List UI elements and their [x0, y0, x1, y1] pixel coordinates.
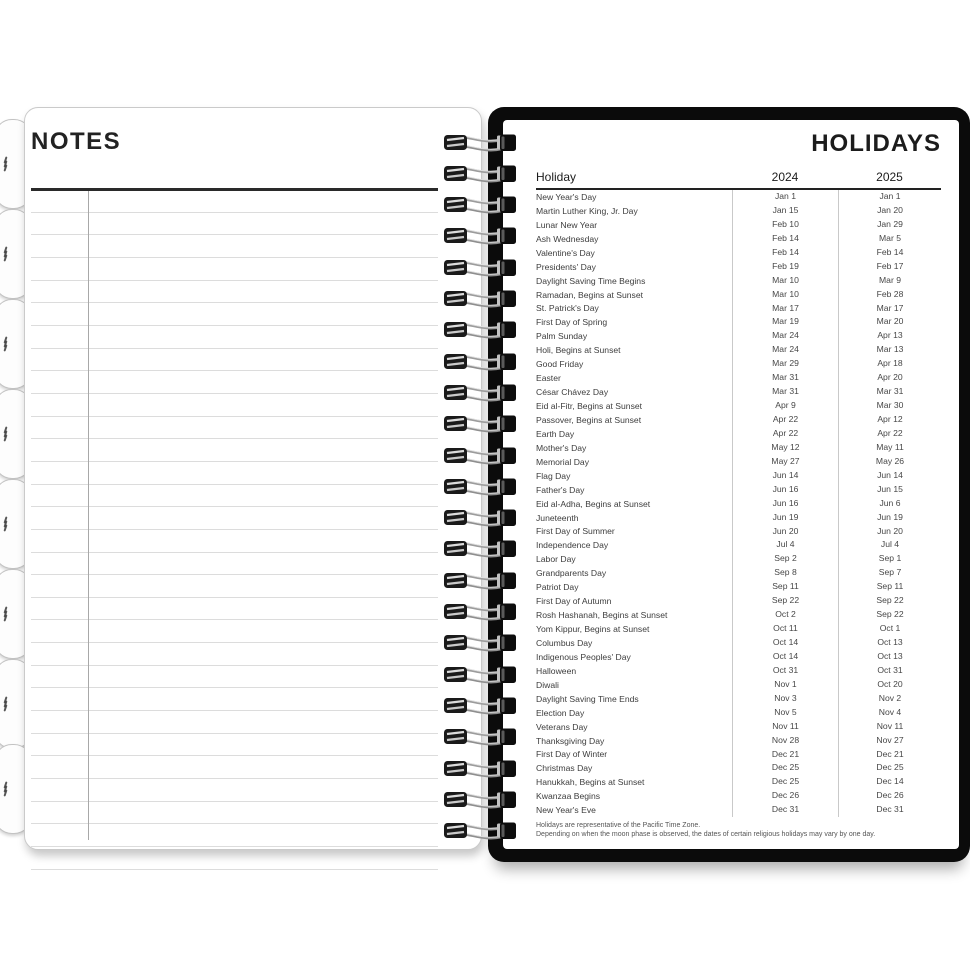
holiday-date: Mar 9	[838, 274, 941, 288]
holiday-date: Jan 29	[838, 218, 941, 232]
holiday-name: Earth Day	[536, 428, 575, 439]
table-row	[536, 343, 941, 357]
binding-loop	[442, 662, 518, 689]
holiday-date: Nov 5	[732, 706, 838, 720]
holiday-date: Jun 14	[838, 469, 941, 483]
ruled-line	[31, 756, 438, 779]
holiday-table	[536, 170, 941, 839]
column-header-holiday: Holiday	[536, 170, 577, 184]
binding-loop	[442, 536, 518, 563]
table-row	[536, 803, 941, 817]
ruled-line	[31, 235, 438, 258]
tab-print	[2, 157, 9, 171]
table-row	[536, 511, 941, 525]
binding-loop	[442, 380, 518, 407]
tab-print	[2, 782, 9, 796]
holiday-date: Oct 14	[732, 636, 838, 650]
table-row	[536, 497, 941, 511]
table-row	[536, 552, 941, 566]
holiday-date: Oct 20	[838, 678, 941, 692]
holiday-date: Feb 14	[838, 246, 941, 260]
tab-print	[2, 697, 9, 711]
holiday-date: Oct 14	[732, 650, 838, 664]
table-row	[536, 204, 941, 218]
ruled-line	[31, 666, 438, 689]
holiday-date: Mar 24	[732, 343, 838, 357]
holiday-date: Sep 1	[838, 552, 941, 566]
holiday-name: Memorial Day	[536, 456, 590, 467]
holiday-date: Nov 27	[838, 734, 941, 748]
ruled-line	[31, 417, 438, 440]
holiday-date: Jun 6	[838, 497, 941, 511]
holiday-date: Oct 31	[732, 664, 838, 678]
holiday-name: Columbus Day	[536, 637, 593, 648]
holiday-date: Nov 2	[838, 692, 941, 706]
ruled-line	[31, 303, 438, 326]
binding-loop	[442, 568, 518, 595]
holiday-name: Lunar New Year	[536, 219, 598, 230]
ruled-line	[31, 485, 438, 508]
planner-back-cover	[488, 107, 970, 862]
table-row	[536, 371, 941, 385]
holiday-name: Hanukkah, Begins at Sunset	[536, 777, 645, 788]
holiday-date: May 26	[838, 455, 941, 469]
binding-loop	[442, 599, 518, 626]
ruled-line	[31, 734, 438, 757]
holiday-date: Feb 14	[732, 246, 838, 260]
holiday-name: Daylight Saving Time Begins	[536, 275, 646, 286]
table-row	[536, 385, 941, 399]
holiday-date: Apr 13	[838, 329, 941, 343]
table-row	[536, 664, 941, 678]
ruled-line	[31, 213, 438, 236]
tab-print	[2, 337, 9, 351]
binding-loop	[442, 693, 518, 720]
ruled-line	[31, 643, 438, 666]
holiday-name: Palm Sunday	[536, 331, 588, 342]
holiday-date: Jan 1	[838, 190, 941, 204]
ruled-line	[31, 281, 438, 304]
holiday-date: Sep 7	[838, 566, 941, 580]
table-row	[536, 302, 941, 316]
holiday-date: Mar 20	[838, 315, 941, 329]
holiday-date: Apr 12	[838, 413, 941, 427]
binding-loop	[442, 286, 518, 313]
notes-page	[24, 107, 482, 850]
binding-loop	[442, 130, 518, 157]
holiday-date: Jun 16	[732, 497, 838, 511]
ruled-line	[31, 575, 438, 598]
holiday-name: New Year's Day	[536, 191, 597, 202]
holiday-date: Mar 13	[838, 343, 941, 357]
ruled-line	[31, 258, 438, 281]
table-row	[536, 622, 941, 636]
holiday-name: Halloween	[536, 665, 577, 676]
holiday-date: Oct 31	[838, 664, 941, 678]
table-row	[536, 580, 941, 594]
table-row	[536, 190, 941, 204]
holiday-date: Apr 22	[732, 413, 838, 427]
holiday-date: Mar 24	[732, 329, 838, 343]
holiday-date: Sep 11	[838, 580, 941, 594]
holiday-date: Feb 17	[838, 260, 941, 274]
table-row	[536, 706, 941, 720]
holiday-name: Yom Kippur, Begins at Sunset	[536, 624, 650, 635]
ruled-lines	[31, 190, 438, 870]
margin-line	[88, 191, 89, 840]
table-row	[536, 608, 941, 622]
holiday-date: May 11	[838, 441, 941, 455]
table-row	[536, 413, 941, 427]
tab-print	[2, 247, 9, 261]
holiday-date: Nov 3	[732, 692, 838, 706]
table-row	[536, 218, 941, 232]
holiday-date: Apr 9	[732, 399, 838, 413]
holiday-name: Ramadan, Begins at Sunset	[536, 289, 644, 300]
holiday-name: First Day of Summer	[536, 526, 615, 537]
holiday-name: César Chávez Day	[536, 387, 609, 398]
holidays-page-title: HOLIDAYS	[811, 130, 941, 157]
table-row	[536, 678, 941, 692]
holiday-name: Christmas Day	[536, 763, 593, 774]
holiday-date: Jan 20	[838, 204, 941, 218]
table-row	[536, 288, 941, 302]
holiday-date: Apr 22	[838, 427, 941, 441]
holiday-date: Apr 18	[838, 357, 941, 371]
holiday-date: Oct 2	[732, 608, 838, 622]
table-row	[536, 650, 941, 664]
ruled-line	[31, 439, 438, 462]
table-row	[536, 274, 941, 288]
holiday-date: Dec 26	[838, 789, 941, 803]
holiday-name: Independence Day	[536, 540, 609, 551]
tab-print	[2, 517, 9, 531]
table-row	[536, 260, 941, 274]
binding-loop	[442, 192, 518, 219]
ruled-line	[31, 349, 438, 372]
binding-loop	[442, 317, 518, 344]
holiday-date: Mar 19	[732, 315, 838, 329]
binding-loop	[442, 474, 518, 501]
holiday-name: Rosh Hashanah, Begins at Sunset	[536, 610, 668, 621]
holiday-date: Feb 14	[732, 232, 838, 246]
table-row	[536, 692, 941, 706]
ruled-line	[31, 462, 438, 485]
holiday-date: Mar 30	[838, 399, 941, 413]
table-row	[536, 441, 941, 455]
holiday-date: Nov 1	[732, 678, 838, 692]
ruled-line	[31, 190, 438, 213]
table-row	[536, 399, 941, 413]
table-row	[536, 483, 941, 497]
ruled-line	[31, 847, 438, 870]
holiday-name: First Day of Winter	[536, 749, 608, 760]
holiday-name: Valentine's Day	[536, 247, 595, 258]
holiday-date: Dec 25	[838, 761, 941, 775]
ruled-line	[31, 620, 438, 643]
holiday-date: Mar 31	[732, 371, 838, 385]
holiday-name: Grandparents Day	[536, 568, 607, 579]
holiday-name: Passover, Begins at Sunset	[536, 414, 642, 425]
holiday-date: Sep 2	[732, 552, 838, 566]
holiday-date: Dec 21	[732, 748, 838, 762]
holiday-date: Sep 22	[838, 594, 941, 608]
holiday-date: Sep 22	[838, 608, 941, 622]
holiday-date: Jun 20	[838, 525, 941, 539]
holiday-date: Mar 17	[838, 302, 941, 316]
holiday-name: Eid al-Fitr, Begins at Sunset	[536, 401, 643, 412]
notes-page-title: NOTES	[31, 128, 122, 155]
holiday-date: Jun 16	[732, 483, 838, 497]
table-row	[536, 594, 941, 608]
holiday-name: St. Patrick's Day	[536, 303, 599, 314]
binding-loop	[442, 161, 518, 188]
table-row	[536, 748, 941, 762]
holiday-date: Mar 10	[732, 288, 838, 302]
holiday-name: Thanksgiving Day	[536, 735, 605, 746]
holiday-name: Juneteenth	[536, 512, 579, 523]
holiday-date: Mar 31	[732, 385, 838, 399]
holiday-date: Nov 11	[732, 720, 838, 734]
holiday-date: Jul 4	[838, 538, 941, 552]
holiday-date: Oct 1	[838, 622, 941, 636]
holiday-date: Oct 11	[732, 622, 838, 636]
binding-loop	[442, 255, 518, 282]
binding-loop	[442, 443, 518, 470]
holiday-date: Mar 17	[732, 302, 838, 316]
holiday-date: Oct 13	[838, 636, 941, 650]
holiday-name: Kwanzaa Begins	[536, 791, 601, 802]
table-row	[536, 775, 941, 789]
holiday-date: Dec 14	[838, 775, 941, 789]
holiday-date: Apr 22	[732, 427, 838, 441]
holiday-table-header	[536, 170, 941, 190]
holiday-date: Feb 28	[838, 288, 941, 302]
holiday-name: Father's Day	[536, 484, 585, 495]
table-row	[536, 566, 941, 580]
holiday-name: Election Day	[536, 707, 585, 718]
holiday-date: Sep 8	[732, 566, 838, 580]
table-row	[536, 720, 941, 734]
holiday-name: Presidents' Day	[536, 261, 596, 272]
table-row	[536, 538, 941, 552]
table-row	[536, 455, 941, 469]
ruled-line	[31, 371, 438, 394]
holiday-name: Daylight Saving Time Ends	[536, 693, 639, 704]
holiday-date: Nov 28	[732, 734, 838, 748]
holiday-date: Oct 13	[838, 650, 941, 664]
holiday-date: Jun 19	[838, 511, 941, 525]
holiday-name: Indigenous Peoples' Day	[536, 651, 631, 662]
holiday-name: Flag Day	[536, 470, 571, 481]
table-row	[536, 636, 941, 650]
holiday-date: Jan 15	[732, 204, 838, 218]
holiday-date: Jul 4	[732, 538, 838, 552]
holiday-date: Apr 20	[838, 371, 941, 385]
ruled-line	[31, 711, 438, 734]
ruled-line	[31, 802, 438, 825]
footnote-line-1: Holidays are representative of the Pacific Time Zone.	[536, 822, 701, 830]
holiday-name: Good Friday	[536, 359, 584, 370]
holiday-date: Jun 15	[838, 483, 941, 497]
holiday-date: Dec 31	[732, 803, 838, 817]
holiday-date: Dec 21	[838, 748, 941, 762]
ruled-line	[31, 688, 438, 711]
holiday-date: Mar 5	[838, 232, 941, 246]
table-row	[536, 761, 941, 775]
ruled-line	[31, 779, 438, 802]
ruled-line	[31, 598, 438, 621]
binding-loop	[442, 505, 518, 532]
binding-loop	[442, 818, 518, 845]
binding-loop	[442, 411, 518, 438]
holiday-date: Mar 10	[732, 274, 838, 288]
holiday-date: Jun 19	[732, 511, 838, 525]
table-row	[536, 232, 941, 246]
ruled-line	[31, 326, 438, 349]
holiday-date: Jun 20	[732, 525, 838, 539]
holiday-name: First Day of Spring	[536, 317, 608, 328]
holiday-name: Patriot Day	[536, 582, 579, 593]
holiday-name: Labor Day	[536, 554, 576, 565]
holidays-page	[503, 120, 959, 849]
binding-loop	[442, 787, 518, 814]
holiday-date: Sep 11	[732, 580, 838, 594]
ruled-line	[31, 553, 438, 576]
footnote-line-2: Depending on when the moon phase is observed, the dates of certain religious holidays may vary by one day.	[536, 831, 876, 839]
ruled-line	[31, 394, 438, 417]
holiday-name: Mother's Day	[536, 442, 587, 453]
holiday-date: Jan 1	[732, 190, 838, 204]
holiday-date: Feb 10	[732, 218, 838, 232]
holiday-date: Dec 25	[732, 775, 838, 789]
holiday-date: Dec 26	[732, 789, 838, 803]
table-row	[536, 427, 941, 441]
holiday-table-body	[536, 190, 941, 817]
ruled-line	[31, 507, 438, 530]
holiday-date: Nov 4	[838, 706, 941, 720]
tab-print	[2, 607, 9, 621]
holiday-date: Jun 14	[732, 469, 838, 483]
table-row	[536, 789, 941, 803]
holiday-name: Easter	[536, 373, 561, 384]
table-row	[536, 315, 941, 329]
holiday-name: Martin Luther King, Jr. Day	[536, 205, 638, 216]
holiday-date: Dec 31	[838, 803, 941, 817]
holiday-name: Veterans Day	[536, 721, 588, 732]
table-row	[536, 469, 941, 483]
holiday-date: Nov 11	[838, 720, 941, 734]
table-row	[536, 329, 941, 343]
holiday-name: First Day of Autumn	[536, 596, 612, 607]
tab-print	[2, 427, 9, 441]
binding-loop	[442, 223, 518, 250]
table-row	[536, 734, 941, 748]
table-row	[536, 525, 941, 539]
binding-loop	[442, 630, 518, 657]
holiday-date: Mar 29	[732, 357, 838, 371]
holiday-name: New Year's Eve	[536, 805, 596, 816]
holiday-name: Diwali	[536, 679, 559, 690]
holiday-date: Dec 25	[732, 761, 838, 775]
holiday-date: May 12	[732, 441, 838, 455]
holiday-name: Ash Wednesday	[536, 233, 599, 244]
footnote	[536, 821, 941, 839]
ruled-line	[31, 824, 438, 847]
ruled-line	[31, 530, 438, 553]
binding-loop	[442, 349, 518, 376]
column-header-2025: 2025	[876, 170, 903, 184]
holiday-date: Sep 22	[732, 594, 838, 608]
holiday-date: Mar 31	[838, 385, 941, 399]
binding-loop	[442, 756, 518, 783]
holiday-date: May 27	[732, 455, 838, 469]
column-header-2024: 2024	[771, 170, 799, 184]
table-row	[536, 357, 941, 371]
table-row	[536, 246, 941, 260]
holiday-name: Holi, Begins at Sunset	[536, 345, 621, 356]
holiday-name: Eid al-Adha, Begins at Sunset	[536, 498, 651, 509]
binding-loop	[442, 724, 518, 751]
holiday-date: Feb 19	[732, 260, 838, 274]
